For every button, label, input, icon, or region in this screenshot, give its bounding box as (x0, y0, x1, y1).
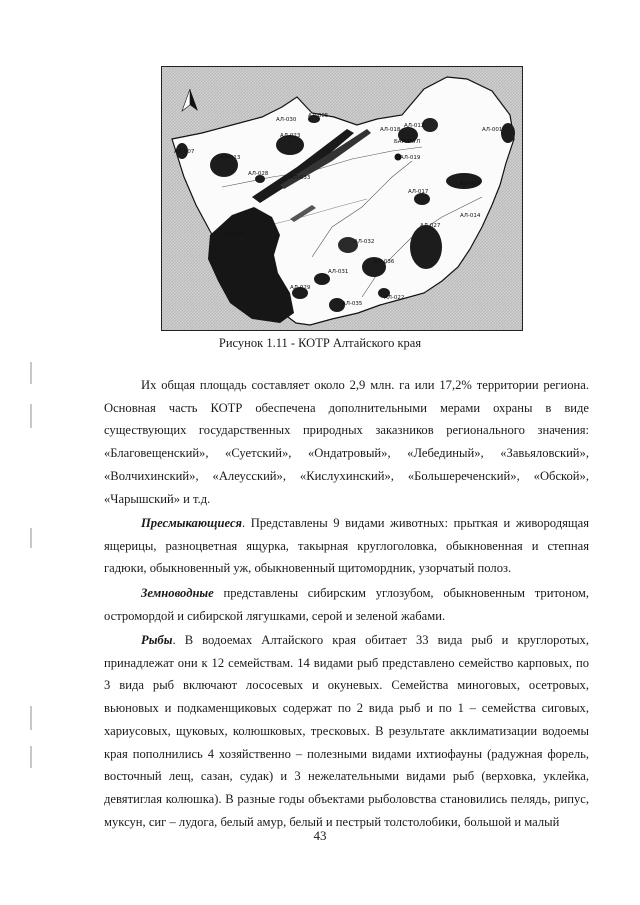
paragraph-reptiles (104, 512, 589, 580)
label-al001: АЛ-001 (482, 127, 503, 133)
scan-mark (30, 528, 32, 548)
paragraph-body: представлены сибирским углозубом, обыкновенным тритоном, остромордой и сибирской лягушками, серой и зеленой жабами. (104, 586, 589, 623)
label-al014: АЛ-014 (460, 213, 481, 219)
label-al036: АЛ-036 (374, 259, 395, 265)
section-heading-reptiles: Пресмыкающиеся (141, 516, 243, 530)
section-heading-fish: Рыбы (141, 633, 173, 647)
section-heading-amphibians: Земноводные (141, 586, 214, 600)
territory-al027 (410, 225, 442, 269)
kotr-map-figure (161, 66, 523, 331)
paragraph-text (104, 629, 589, 833)
label-al029: АЛ-029 (290, 285, 311, 291)
label-al035: АЛ-035 (342, 301, 363, 307)
label-al028: АЛ-028 (248, 171, 269, 177)
scan-mark (30, 404, 32, 428)
label-al026: АЛ-026 (224, 231, 245, 237)
paragraph-kotr-area (104, 374, 589, 510)
label-al013: АЛ-013 (220, 155, 241, 161)
paragraph-text: Их общая площадь составляет около 2,9 млн. га или 17,2% территории региона. Основная часть КОТР обеспечена дополнительными мерами охраны в виде существующих государственных природных заказников регионального значения: «Благовещенский», «Суетский», «Ондатровый», «Лебединый», «Завьяловский», «Волчихинский», «Алеусский», «Кислухинский», «Большереченский», «Обской», «Чарышский» и т.д. (104, 378, 589, 506)
label-al022: АЛ-022 (384, 295, 405, 301)
label-al024: АЛ-024 (460, 181, 481, 187)
label-al012: АЛ-012 (404, 123, 425, 129)
scan-mark (30, 706, 32, 730)
paragraph-body: . В водоемах Алтайского края обитает 33 вида рыб и круглоротых, принадлежат они к 12 семействам. 14 видами рыб представлено семейство карповых, по 3 вида рыб включают лососевых и окуневых. Семейства миноговых, осетровых, вьюновых и подкаменщиковых содержат по 2 вида рыб и по 1 – семейства сиговых, хариусовых, щуковых, колюшковых, тресковых. В результате акклиматизации водоемы края пополнились 4 хозяйственно – полезными видами ихтиофауны (радужная форель, восточный лещ, сазан, судак) и 3 нежелательными видами рыб (верховка, уклейка, девятиглая колюшка). В разные годы объектами рыболовства становились пелядь, рипус, муксун, сиг – лудога, белый амур, белый и пестрый толстолобики, большой и малый (104, 633, 589, 829)
label-al023: АЛ-023 (280, 133, 301, 139)
label-al005: АЛ-005 (308, 113, 329, 119)
figure-caption: Рисунок 1.11 - КОТР Алтайского края (218, 336, 422, 350)
label-barnaul: БАРНАУЛ (394, 139, 421, 145)
label-al032: АЛ-032 (354, 239, 375, 245)
territory-al012 (422, 118, 438, 132)
territory-al001 (501, 123, 515, 143)
paragraph-text (104, 582, 589, 627)
page-number: 43 (313, 828, 327, 843)
scan-mark (30, 746, 32, 768)
label-al030: АЛ-030 (276, 117, 297, 123)
label-al019: АЛ-019 (400, 155, 421, 161)
label-al031: АЛ-031 (328, 269, 349, 275)
kotr-map (162, 67, 522, 330)
scan-mark (30, 362, 32, 384)
paragraph-fish (104, 629, 589, 833)
paragraph-body: . Представлены 9 видами животных: прыткая и живородящая ящерицы, разноцветная ящурка, такырная круглоголовка, обыкновенная и степная гадюки, обыкновенный уж, обыкновенный щитомордник, узорчатый полоз. (104, 516, 589, 576)
label-al018: АЛ-018 (380, 127, 401, 133)
paragraph-amphibians (104, 582, 589, 627)
label-al007: АЛ-007 (174, 149, 195, 155)
label-al027: АЛ-027 (420, 223, 441, 229)
paragraph-text (104, 512, 589, 580)
label-al017: АЛ-017 (408, 189, 429, 195)
label-al033: АЛ-033 (290, 175, 311, 181)
